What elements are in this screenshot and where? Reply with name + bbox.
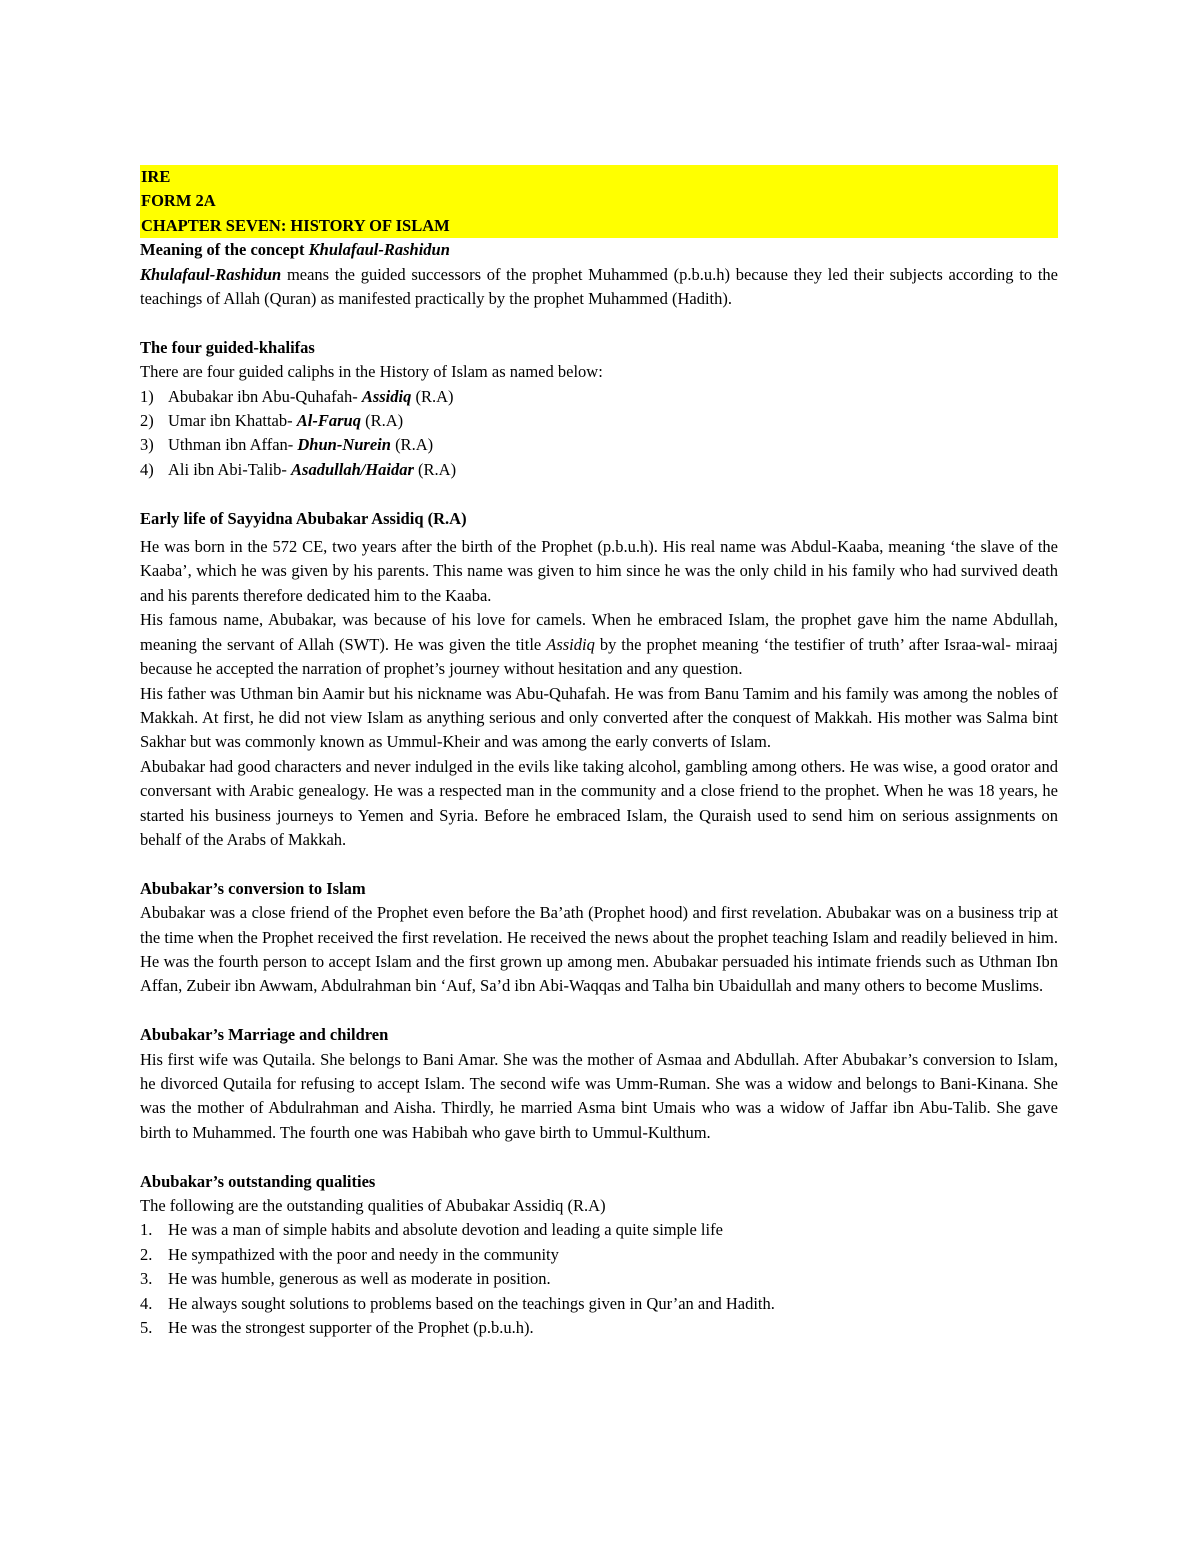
early-life-paragraph-2: His famous name, Abubakar, was because of his love for camels. When he embraced Islam, the prophet gave him the name Abdullah, meaning the servant of Allah (SWT). He was given the title Assidiq by the prophet meaning ‘the testifier of truth’ after Israa-wal- miraaj because he accepted the narration of prophet’s journey without hesitation and any question. bbox=[140, 610, 1058, 679]
conversion-paragraph: Abubakar was a close friend of the Prophet even before the Ba’ath (Prophet hood) and first revelation. Abubakar was on a business trip at the time when the Prophet received the first revelation. He received the news about the prophet teaching Islam and readily believed in him. He was the fourth person to accept Islam and the first grown up among men. Abubakar persuaded his intimate friends such as Uthman Ibn Affan, Zubeir ibn Awwam, Abdulrahman bin ‘Auf, Sa’d ibn Abi-Waqqas and Talha bin Ubaidullah and many others to become Muslims. bbox=[140, 903, 1058, 996]
early-life-paragraph-1: He was born in the 572 CE, two years after the birth of the Prophet (p.b.u.h). His real name was Abdul-Kaaba, meaning ‘the slave of the Kaaba’, which he was given by his parents. This name was given to him since he was the only child in his family who had survived death and his parents therefore dedicated him to the Kaaba. bbox=[140, 537, 1058, 605]
early-life-paragraph-3: His father was Uthman bin Aamir but his nickname was Abu-Quhafah. He was from Banu Tamim and his family was among the nobles of Makkah. At first, he did not view Islam as anything serious and only converted after the conquest of Makkah. His mother was Salma bint Sakhar but was commonly known as Ummul-Kheir and was among the early converts of Islam. bbox=[140, 683, 1058, 752]
qualities-intro: The following are the outstanding qualities of Abubakar Assidiq (R.A) bbox=[140, 1195, 606, 1215]
khalifas-intro: There are four guided caliphs in the History of Islam as named below: bbox=[140, 362, 603, 382]
list-item: 1. He was a man of simple habits and absolute devotion and leading a quite simple life bbox=[140, 1220, 723, 1240]
meaning-term: Khulafaul-Rashidun bbox=[140, 264, 282, 284]
form-title: FORM 2A bbox=[141, 191, 216, 211]
list-item: 2. He sympathized with the poor and needy in the community bbox=[140, 1244, 559, 1264]
highlighted-header bbox=[140, 165, 1058, 238]
qualities-list bbox=[140, 1218, 1058, 1340]
list-item: 2) Umar ibn Khattab- Al-Faruq (R.A) bbox=[140, 411, 404, 431]
qualities-heading: Abubakar’s outstanding qualities bbox=[140, 1171, 376, 1191]
marriage-paragraph: His first wife was Qutaila. She belongs to Bani Amar. She was the mother of Asmaa and Abdullah. After Abubakar’s conversion to Islam, he divorced Qutaila for refusing to accept Islam. The second wife was Umm-Ruman. She was a widow and belongs to Bani-Kinana. She was the mother of Abdulrahman and Aisha. Thirdly, he married Asma bint Umais who was a widow of Jaffar ibn Abu-Talib. She gave birth to Muhammed. The fourth one was Habibah who gave birth to Ummul-Kulthum. bbox=[140, 1049, 1058, 1142]
list-item: 3. He was humble, generous as well as moderate in position. bbox=[140, 1269, 551, 1289]
list-item: 1) Abubakar ibn Abu-Quhafah- Assidiq (R.A) bbox=[140, 386, 454, 406]
early-life-paragraph-4: Abubakar had good characters and never indulged in the evils like taking alcohol, gambling among others. He was wise, a good orator and conversant with Arabic genealogy. He was a respected man in the community and a close friend to the prophet. When he was 18 years, he started his business journeys to Yemen and Syria. Before he embraced Islam, the Quraish used to send him on serious assignments on behalf of the Arabs of Makkah. bbox=[140, 756, 1058, 849]
conversion-heading: Abubakar’s conversion to Islam bbox=[140, 878, 366, 898]
chapter-title: CHAPTER SEVEN: HISTORY OF ISLAM bbox=[141, 215, 450, 235]
meaning-paragraph: Khulafaul-Rashidun means the guided successors of the prophet Muhammed (p.b.u.h) because they led their subjects according to the teachings of Allah (Quran) as manifested practically by the prophet Muhammed (Hadith). bbox=[140, 264, 1058, 309]
meaning-heading-term: Khulafaul-Rashidun bbox=[308, 240, 450, 260]
khalifas-heading: The four guided-khalifas bbox=[140, 337, 315, 357]
list-item: 4) Ali ibn Abi-Talib- Asadullah/Haidar (R.A) bbox=[140, 459, 457, 479]
document-page bbox=[140, 165, 1058, 1340]
list-item: 3) Uthman ibn Affan- Dhun-Nurein (R.A) bbox=[140, 435, 434, 455]
marriage-heading: Abubakar’s Marriage and children bbox=[140, 1025, 389, 1045]
subject-title: IRE bbox=[141, 167, 171, 186]
early-life-heading: Early life of Sayyidna Abubakar Assidiq (R.A) bbox=[140, 508, 467, 528]
khalifas-list bbox=[140, 385, 1058, 483]
meaning-heading: Meaning of the concept Khulafaul-Rashidun bbox=[140, 240, 450, 260]
list-item: 5. He was the strongest supporter of the Prophet (p.b.u.h). bbox=[140, 1318, 534, 1338]
list-item: 4. He always sought solutions to problems based on the teachings given in Qur’an and Hadith. bbox=[140, 1293, 775, 1313]
